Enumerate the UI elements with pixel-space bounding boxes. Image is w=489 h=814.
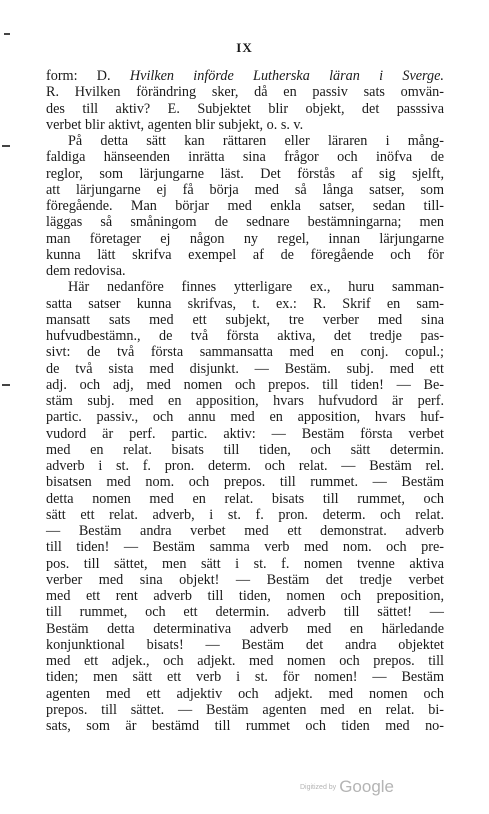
text-line: med ett rent adverb till tiden, nomen och preposition, — [46, 588, 444, 604]
watermark-logo-text: Google — [339, 777, 395, 796]
text-line: bisatsen med nom. och prepos. till rummet. — Bestäm — [46, 474, 444, 491]
margin-mark — [4, 33, 10, 35]
text-line: de två sista med disjunkt. — Bestäm. subj. med ett — [46, 360, 444, 377]
first-line-italic: Hvilken införde Lutherska läran i Sverge. — [129, 68, 444, 84]
text-line: sivt: de två första sammansatta med en conj. copul.; — [46, 344, 444, 361]
text-line: föregående. Man börjar med enkla satser, sedan till- — [46, 198, 444, 214]
text-line: pos. till sättet, men sätt i st. f. nomen tvenne aktiva — [46, 555, 444, 572]
first-line-lead: form: D. — [46, 68, 130, 84]
text-line: hufvudbestämn., de två första aktiva, det tredje pas- — [46, 328, 444, 344]
text-line: verbet blir aktivt, agenten blir subjekt, o. s. v. — [46, 116, 304, 133]
text-line: Bestäm detta determinativa adverb med en härledande — [46, 620, 444, 637]
text-line: adverb i st. f. pron. determ. och relat. — Bestäm rel. — [46, 458, 444, 474]
text-line: agenten med ett adjektiv och adjekt. med nomen och — [46, 685, 444, 702]
text-line — [46, 68, 444, 84]
text-line: man företager ej någon ny regel, innan lärjungarne — [46, 230, 444, 247]
margin-mark — [2, 145, 10, 147]
text-line: stäm subj. med en apposition, hvars hufvudord är perf. — [46, 393, 444, 409]
text-line: läggas så småningom de sednare bestämningarna; men — [46, 214, 444, 231]
text-line: prepos. till sättet. — Bestäm agenten med en relat. bi- — [46, 701, 444, 718]
text-line: faldiga hänseenden inrätta sina frågor och inöfva de — [46, 149, 444, 166]
text-line: dem redovisa. — [46, 263, 126, 279]
text-line: På detta sätt kan rättaren eller läraren i mång- — [68, 133, 444, 149]
text-line: adj. och adj, med nomen och prepos. till tiden! — Be- — [46, 376, 444, 393]
text-line: till tiden! — Bestäm samma verb med nom. och pre- — [46, 539, 444, 556]
margin-mark — [2, 384, 10, 386]
text-line: des till aktiv? E. Subjektet blir objekt, det passsiva — [46, 100, 444, 117]
page-number: IX — [236, 40, 253, 55]
text-line: verber med sina objekt! — Bestäm det tredje verbet — [46, 571, 444, 588]
text-line: att lärjungarne ej få börja med så långa satser, som — [46, 181, 444, 198]
text-line: detta nomen med en relat. bisats till rummet, och — [46, 490, 444, 507]
text-line: satta satser kunna skrifvas, t. ex.: R. Skrif en sam- — [46, 295, 444, 312]
text-line: kunna lätt skrifva exempel af de föregående och för — [46, 246, 444, 263]
text-line: med ett adjek., och adjekt. med nomen och prepos. till — [46, 653, 444, 669]
text-line: tiden; men sätt ett verb i st. för nomen! — Bestäm — [46, 669, 444, 686]
text-line: mansatt sats med ett subjekt, tre verber med sina — [46, 311, 444, 328]
text-line: med en relat. bisats till tiden, och sätt determin. — [46, 441, 444, 458]
text-line: konjunktional bisats! — Bestäm det andra objektet — [46, 636, 444, 653]
text-line: — Bestäm andra verbet med ett demonstrat. adverb — [46, 523, 444, 539]
google-watermark — [300, 777, 394, 797]
watermark-small-text: Digitized by — [300, 783, 337, 791]
body-text — [46, 68, 444, 734]
text-line: R. Hvilken förändring sker, då en passiv sats omvän- — [46, 84, 444, 101]
text-line: partic. passiv., och annu med en apposition, hvars huf- — [46, 409, 444, 426]
text-line: till rummet, och ett determin. adverb till sättet! — — [46, 604, 444, 621]
text-line: vudord är perf. partic. aktiv: — Bestäm första verbet — [46, 425, 444, 442]
text-line: reglor, som lärjungarne läst. Det förstås af sig sjelft, — [46, 165, 444, 182]
text-line: Här nedanföre finnes ytterligare ex., huru samman- — [68, 279, 444, 296]
text-line: sats, som är bestämd till rummet och tiden med no- — [46, 718, 444, 734]
text-line: sätt ett relat. adverb, i st. f. pron. determ. och relat. — [46, 506, 444, 523]
